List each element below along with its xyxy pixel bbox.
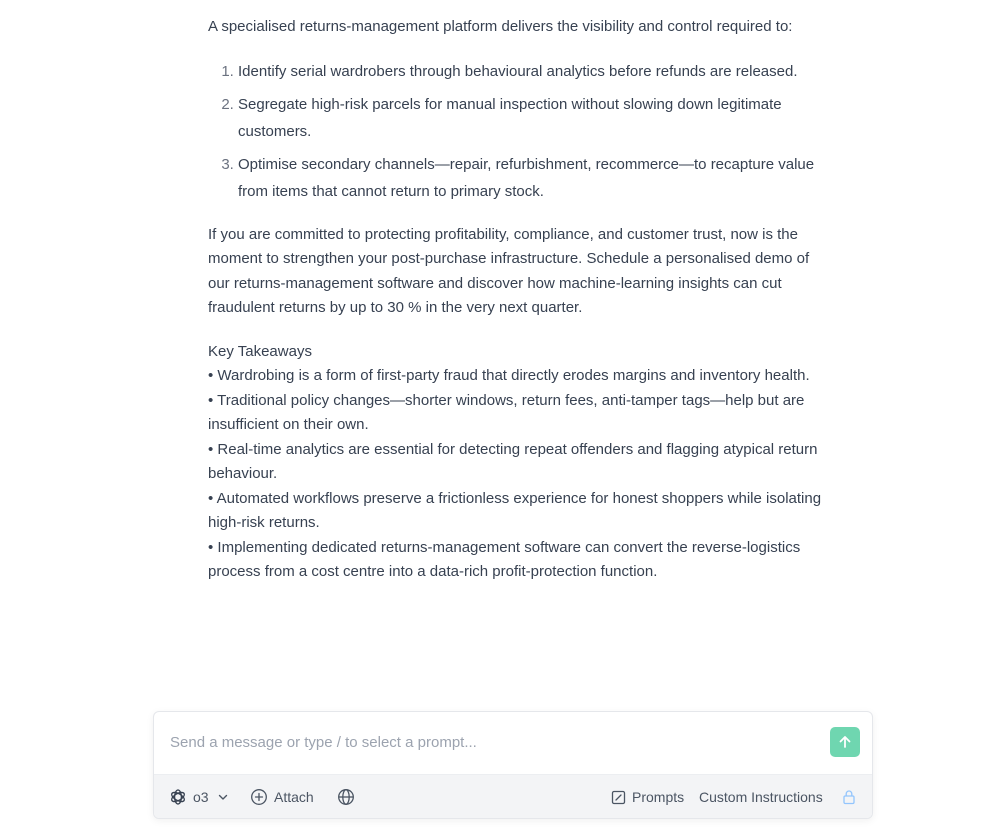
globe-icon	[337, 788, 355, 806]
takeaway-item: • Traditional policy changes—shorter windows, return fees, anti-tamper tags—help but are insufficient on their own.	[208, 391, 805, 433]
web-search-button[interactable]	[337, 775, 355, 819]
prompts-label: Prompts	[632, 789, 685, 805]
takeaway-item: • Automated workflows preserve a frictionless experience for honest shoppers while isolating high-risk returns.	[208, 489, 822, 531]
assistant-message	[208, 15, 828, 585]
key-takeaways	[208, 340, 828, 585]
takeaways-title: Key Takeaways	[208, 342, 312, 360]
model-selector[interactable]	[169, 775, 229, 819]
lock-toggle[interactable]	[842, 775, 856, 819]
prompts-icon	[611, 790, 626, 805]
openai-icon	[169, 788, 187, 806]
takeaway-item: • Wardrobing is a form of first-party fraud that directly erodes margins and inventory health.	[208, 367, 810, 384]
arrow-up-icon	[838, 735, 852, 749]
list-item: 2. Segregate high-risk parcels for manual inspection without slowing down legitimate customers.	[238, 91, 828, 145]
send-button[interactable]	[830, 727, 860, 757]
list-item: 3. Optimise secondary channels—repair, refurbishment, recommerce—to recapture value from items that cannot return to primary stock.	[238, 151, 828, 205]
takeaway-item: • Implementing dedicated returns-management software can convert the reverse-logistics process from a cost centre into a data-rich profit-protection function.	[208, 538, 801, 580]
message-input[interactable]	[154, 712, 814, 772]
attach-label: Attach	[274, 789, 314, 805]
composer-toolbar	[154, 774, 872, 819]
custom-instructions-label: Custom Instructions	[699, 789, 823, 805]
lock-icon	[842, 789, 856, 805]
plus-circle-icon	[250, 788, 268, 806]
message-intro: A specialised returns-management platform delivers the visibility and control required to:	[208, 18, 793, 35]
prompts-button[interactable]	[611, 775, 684, 819]
chevron-down-icon	[217, 791, 229, 803]
model-label: o3	[193, 789, 209, 805]
message-composer	[153, 711, 873, 819]
message-cta: If you are committed to protecting profitability, compliance, and customer trust, now is the moment to strengthen your post-purchase infrastructure. Schedule a personalised demo of our returns-management software and discover how machine-learning insights can cut fraudulent returns by up to 30 % in the very next quarter.	[208, 225, 810, 316]
attach-button[interactable]	[250, 775, 314, 819]
steps-list	[208, 58, 828, 205]
custom-instructions-button[interactable]	[699, 775, 823, 819]
list-item: 1. Identify serial wardrobers through behavioural analytics before refunds are released.	[238, 58, 828, 85]
takeaway-item: • Real-time analytics are essential for detecting repeat offenders and flagging atypical return behaviour.	[208, 440, 818, 482]
